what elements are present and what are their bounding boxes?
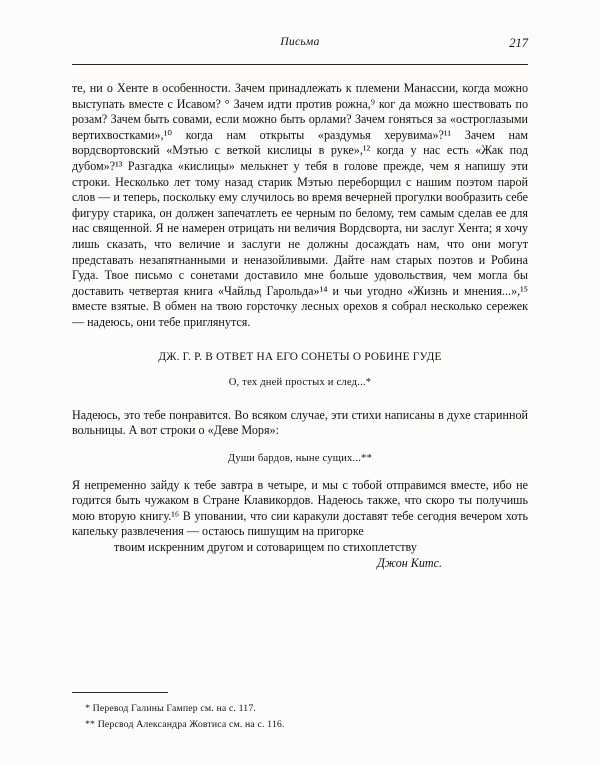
closing-salutation: твоим искренним другом и сотоварищем по стихоплетству	[114, 540, 417, 555]
paragraph-intro-second-poem: Надеюсь, это тебе понравится. Во всяком случае, эти стихи написаны в духе старинной вольницы. А вот строки о «Деве Моря»:	[72, 407, 528, 438]
verse-line-first: О, тех дней простых и след...*	[228, 376, 372, 388]
letter-signature: Джон Китс.	[377, 555, 442, 570]
page-number: 217	[509, 36, 528, 50]
paragraph-continuation: те, ни о Хенте в особенности. Зачем принадлежать к племени Манассии, когда можно выступать вместе с Исавом? ° Зачем идти против рожна,⁹ ког да можно шествовать по розам? Зачем быть совами, если можно быть орлами? Зачем гоняться за «остроглазыми вертихвостками»,¹⁰ когда нам открыты «раздумья херувима»?¹¹ Зачем нам вордсвортовский «Мэтью с веткой кислицы в руке»,¹² когда у нас есть «Жак под дубом»?¹³ Разгадка «кислицы» мелькнет у тебя в голове прежде, чем я напишу эти строки. Несколько лет тому назад старик Мэтью переборщил с нашим поэтом парой слов — и теперь, поскольку ему случилось во время вечерней прогулки вообразить себе фигуру старика, он должен запечатлеть ее черным по белому, тем самым сделав ее для нас священной. Я не намерен отрицать ни величия Вордсворта, ни заслуг Хента; я хочу лишь сказать, что величие и заслуги не должны досаждать нам, что они могут представать незапятнанными и неназойливыми. Дайте нам старых поэтов и Робина Гуда. Твое письмо с сонетами доставило мне больше удовольствия, чем могла бы доставить четвертая книга «Чайльд Гарольда»¹⁴ и чьи угодно «Жизнь и мнения...»,¹⁵ вместе взятые. В обмен на твою горсточку лесных орехов я собрал несколько сережек — надеюсь, они тебе приглянутся.	[72, 81, 528, 329]
spacer	[72, 331, 528, 351]
page-content	[72, 36, 528, 571]
footnote-item: * Перевод Галины Гампер см. на с. 117.	[85, 703, 257, 714]
footnote-divider	[72, 692, 168, 693]
spacer	[72, 439, 528, 453]
verse-line-second: Души бардов, ныне сущих...**	[227, 452, 373, 464]
footnote-item: ** Персвод Александра Жовтиса см. на с. 116.	[85, 719, 285, 730]
header-divider	[72, 64, 528, 65]
poem-heading: ДЖ. Г. Р. В ОТВЕТ НА ЕГО СОНЕТЫ О РОБИНЕ ГУДЕ	[158, 350, 442, 363]
page-header	[72, 36, 528, 58]
footnotes-section	[72, 692, 528, 734]
spacer	[72, 464, 528, 478]
paragraph-closing: Я непременно зайду к тебе завтра в четыре, и мы с тобой отправимся вместе, ибо не годится быть чужаком в Стране Клавикордов. Надеюсь также, что скоро ты получишь мою вторую книгу.¹⁶ В уповании, что сии каракули доставят тебе сегодня вечером хоть капельку развлечения — остаюсь пишущим на пригорке	[72, 477, 528, 539]
spacer	[72, 363, 528, 377]
running-head-title: Письма	[280, 36, 320, 48]
spacer	[72, 388, 528, 408]
